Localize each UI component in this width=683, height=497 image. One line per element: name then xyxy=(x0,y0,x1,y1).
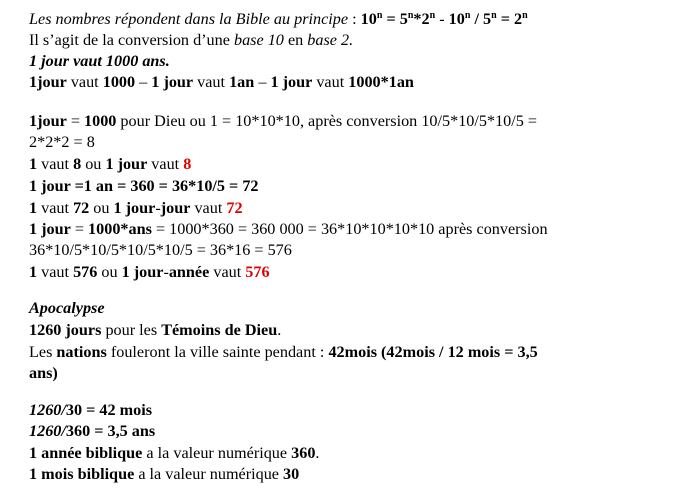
text-run: n xyxy=(464,10,471,21)
text-run: Apocalypse xyxy=(29,299,105,317)
text-run: 10 xyxy=(360,10,377,28)
text-run: 360 = 3,5 ans xyxy=(65,422,156,440)
text-run: *2 xyxy=(413,10,430,28)
text-run: 10 xyxy=(448,10,465,28)
text-run: – xyxy=(254,73,271,91)
text-run: vaut xyxy=(37,263,74,281)
text-run: = 1000*360 = 360 000 = 36*10*10*10*10 après conversion xyxy=(151,220,548,238)
result-eight-line xyxy=(29,132,95,152)
text-run: 360 xyxy=(291,444,316,462)
day-thousand-years-line xyxy=(29,51,170,71)
highlight-number: 576 xyxy=(245,263,270,281)
text-run: n xyxy=(491,10,497,21)
text-run: a la valeur numérique xyxy=(142,444,292,462)
text-run: - xyxy=(155,199,161,217)
text-run: 1 année biblique xyxy=(29,444,143,462)
text-run: Les nombres répondent dans la Bible au principe xyxy=(29,10,349,28)
months-42-line xyxy=(29,400,152,420)
highlight-number: 72 xyxy=(226,199,243,217)
text-run: n xyxy=(522,10,528,21)
day-thousand-ans-line xyxy=(29,219,548,239)
text-run: jour xyxy=(160,199,191,217)
text-run: : xyxy=(348,10,361,28)
text-run: = 5 xyxy=(382,10,408,28)
text-run: vaut xyxy=(37,199,74,217)
text-run: base 10 xyxy=(233,31,284,49)
apocalypse-heading xyxy=(29,298,105,318)
text-run: ou xyxy=(81,155,106,173)
one-equals-eight-line xyxy=(29,154,191,174)
text-run: 72 xyxy=(73,199,90,217)
text-run: = 2 xyxy=(496,10,523,28)
text-run: ou xyxy=(89,199,114,217)
text-run: ou xyxy=(97,263,122,281)
text-run: 1260/ xyxy=(29,401,66,419)
day-equivalence-line xyxy=(29,72,414,92)
text-run: - xyxy=(435,10,449,28)
text-run: pour Dieu ou 1 = 10*10*10, après conversion 10/5*10/5*10/5 = xyxy=(116,112,538,130)
text-run: vaut xyxy=(190,199,227,217)
text-run: - xyxy=(163,263,169,281)
highlight-number: 8 xyxy=(183,155,192,173)
conversion-576-line xyxy=(29,240,292,260)
text-run: 1260 jours xyxy=(29,321,102,339)
text-run: Il s’agit de la conversion d’une xyxy=(29,31,234,49)
text-run: 2*2*2 = 8 xyxy=(29,133,95,151)
text-run: – xyxy=(135,73,152,91)
text-run: vaut xyxy=(209,263,246,281)
text-run: 1 jour vaut 1000 ans. xyxy=(29,52,170,70)
years-3-5-line xyxy=(29,421,155,441)
text-run: 30 xyxy=(283,465,300,483)
text-run: 1 xyxy=(29,155,38,173)
witnesses-line xyxy=(29,320,281,340)
text-run: fouleront la ville sainte pendant : xyxy=(106,343,329,361)
text-run: vaut xyxy=(193,73,230,91)
text-run: 1 jour xyxy=(105,155,148,173)
text-run: 30 = 42 mois xyxy=(65,401,152,419)
text-run: vaut xyxy=(66,73,103,91)
text-run: 1 xyxy=(29,263,38,281)
text-run: 1 jour xyxy=(113,199,156,217)
text-run: 1 jour xyxy=(270,73,313,91)
text-run: vaut xyxy=(37,155,74,173)
text-run: 1 jour xyxy=(29,220,71,238)
text-run: 8 xyxy=(73,155,82,173)
text-run: 1260/ xyxy=(29,422,66,440)
text-run: année xyxy=(168,263,210,281)
text-run: 1000 xyxy=(84,112,117,130)
text-run: en xyxy=(283,31,308,49)
text-run: 1jour xyxy=(29,73,67,91)
text-run: 1000*ans xyxy=(88,220,152,238)
conversion-line xyxy=(29,30,353,50)
day-year-360-line xyxy=(29,176,259,196)
one-equals-576-line xyxy=(29,262,270,282)
text-run: 1 xyxy=(29,199,38,217)
text-run: a la valeur numérique xyxy=(134,465,284,483)
text-run: . xyxy=(315,444,320,462)
biblical-year-line xyxy=(29,443,319,463)
text-run: 42mois (42mois / 12 mois = 3,5 xyxy=(328,343,538,361)
text-run: ans) xyxy=(29,364,58,382)
text-run: base 2. xyxy=(307,31,354,49)
god-thousand-line xyxy=(29,111,537,131)
text-run: 1jour xyxy=(29,112,67,130)
one-equals-72-line xyxy=(29,198,243,218)
text-run: 1 jour xyxy=(121,263,164,281)
biblical-month-line xyxy=(29,464,299,484)
text-run: nations xyxy=(56,343,107,361)
text-run: n xyxy=(376,10,383,21)
principle-line xyxy=(29,9,528,29)
nations-line-cont xyxy=(29,363,58,383)
text-run: 1 jour xyxy=(151,73,194,91)
text-run: vaut xyxy=(312,73,349,91)
text-run: 1 mois biblique xyxy=(29,465,135,483)
text-run: 1000*1an xyxy=(348,73,414,91)
text-run: n xyxy=(407,10,414,21)
nations-line xyxy=(29,342,538,362)
text-run: = xyxy=(66,112,84,130)
text-run: 1an xyxy=(229,73,255,91)
text-run: 1000 xyxy=(102,73,136,91)
text-run: Les xyxy=(29,343,57,361)
text-run: Témoins de Dieu xyxy=(161,321,278,339)
text-run: . xyxy=(277,321,282,339)
text-run: 576 xyxy=(73,263,98,281)
text-run: 36*10/5*10/5*10/5*10/5 = 36*16 = 576 xyxy=(29,241,292,259)
text-run: 1 jour =1 an = 360 = 36*10/5 = 72 xyxy=(29,177,259,195)
text-run: = xyxy=(70,220,89,238)
text-run: / 5 xyxy=(470,10,492,28)
text-run: pour les xyxy=(101,321,162,339)
text-run: n xyxy=(429,10,436,21)
text-run: vaut xyxy=(147,155,184,173)
